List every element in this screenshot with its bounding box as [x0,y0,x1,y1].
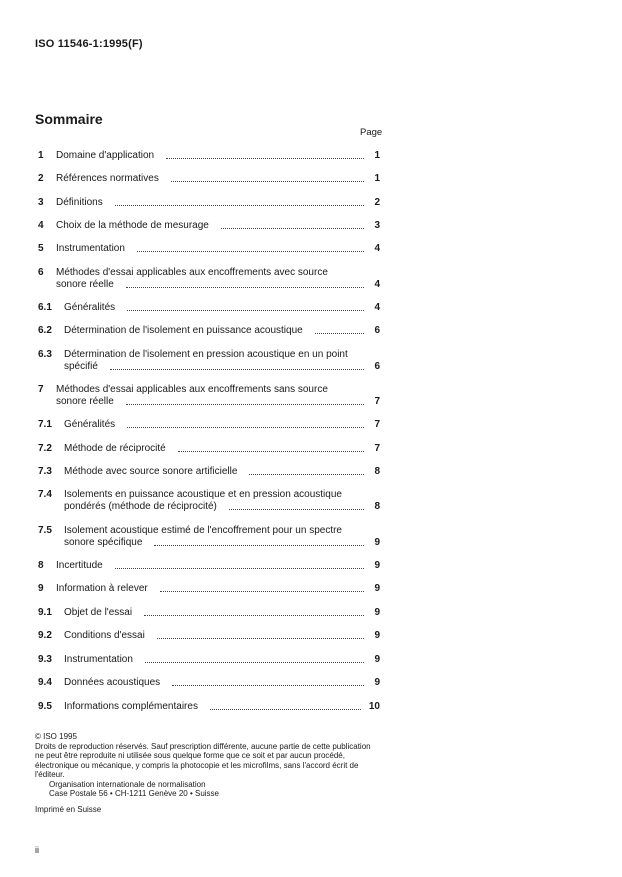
toc-entry-number: 3 [38,197,44,208]
dot-leader [171,180,364,182]
toc-entry-page: 4 [374,279,380,290]
toc-entry-title: Incertitude [56,560,103,571]
toc-entry-title: Information à relever [56,583,148,594]
toc-entry-number: 9.1 [38,607,52,618]
toc-entry-page: 4 [374,243,380,254]
toc-entry-page: 2 [374,197,380,208]
toc-entry-page: 9 [374,654,380,665]
page-column-label: Page [360,127,383,138]
toc-entry-title-line: Méthodes d'essai applicables aux encoffrements sans source [56,384,328,395]
dot-leader [127,426,364,428]
toc-entry-number: 8 [38,560,44,571]
toc-entry-title: sonore réelle [56,279,114,290]
copyright-block [35,732,380,799]
toc-entry-page: 1 [374,173,380,184]
toc-entry-title: Méthode avec source sonore artificielle [64,466,238,477]
copyright-line: © ISO 1995 [35,732,77,741]
dot-leader [115,204,364,206]
toc-entry-title: Généralités [64,419,116,430]
toc-entry-number: 6.2 [38,325,52,336]
toc-entry-title-line: Isolement acoustique estimé de l'encoffrement pour un spectre [64,525,342,536]
dot-leader [160,590,364,592]
dot-leader [157,637,364,639]
toc-entry-number: 2 [38,173,44,184]
toc-entry-number: 7.4 [38,489,52,500]
dot-leader [166,157,364,159]
toc-entry-page: 9 [374,607,380,618]
dot-leader [126,286,364,288]
toc-entry-number: 6 [38,267,44,278]
standard-number: ISO 11546-1:1995(F) [35,38,143,50]
toc-entry-title: Données acoustiques [64,677,161,688]
organization-name: Organisation internationale de normalisation [49,779,206,789]
toc-entry-title: Définitions [56,197,103,208]
toc-entry-title: pondérés (méthode de réciprocité) [64,501,217,512]
toc-entry-page: 6 [374,361,380,372]
dot-leader [144,614,364,616]
toc-entry-page: 9 [374,537,380,548]
toc-entry-page: 7 [374,396,380,407]
toc-entry-number: 7.1 [38,419,52,430]
toc-entry-page: 9 [374,560,380,571]
toc-entry-number: 5 [38,243,44,254]
toc-entry-page: 3 [374,220,380,231]
toc-entry-title: sonore spécifique [64,537,143,548]
toc-entry-page: 7 [374,443,380,454]
dot-leader [178,450,364,452]
dot-leader [126,403,364,405]
rights-notice: Droits de reproduction réservés. Sauf prescription différente, aucune partie de cette publication ne peut être reproduite ni utilisée sous quelque forme que ce soit et par aucun procédé, électronique ou mécanique, y compris la photocopie et les microfilms, sans l'accord écrit de l'éditeur. [35,741,371,779]
dot-leader [315,332,364,334]
toc-entry-page: 8 [374,501,380,512]
toc-entry-title: Instrumentation [56,243,125,254]
toc-entry-number: 6.3 [38,349,52,360]
toc-entry-number: 7.3 [38,466,52,477]
toc-entry-title: Conditions d'essai [64,630,145,641]
toc-entry-page: 9 [374,630,380,641]
toc-entry-number: 1 [38,150,44,161]
toc-entry-title: Détermination de l'isolement en puissance acoustique [64,325,303,336]
toc-entry-number: 7.5 [38,525,52,536]
toc-entry-page: 9 [374,677,380,688]
dot-leader [249,473,364,475]
dot-leader [115,567,364,569]
toc-entry-title-line: Détermination de l'isolement en pression acoustique en un point [64,349,348,360]
toc-entry-title: sonore réelle [56,396,114,407]
toc-entry-number: 4 [38,220,44,231]
toc-entry-number: 9.4 [38,677,52,688]
toc-entry-page: 9 [374,583,380,594]
toc-entry-title: Généralités [64,302,116,313]
toc-entry-page: 1 [374,150,380,161]
toc-entry-title: Références normatives [56,173,159,184]
toc-entry-title: Domaine d'application [56,150,155,161]
toc-entry-number: 9.3 [38,654,52,665]
dot-leader [145,661,364,663]
dot-leader [210,708,361,710]
toc-entry-number: 9.2 [38,630,52,641]
printed-in: Imprimé en Suisse [35,805,102,814]
toc-entry-number: 9 [38,583,44,594]
dot-leader [229,508,364,510]
dot-leader [221,227,364,229]
toc-entry-number: 9.5 [38,701,52,712]
organization-address: Case Postale 56 • CH-1211 Genève 20 • Suisse [49,789,219,798]
toc-entry-title: Objet de l'essai [64,607,133,618]
dot-leader [137,250,364,252]
page-number: ii [35,845,39,855]
dot-leader [127,309,364,311]
toc-entry-page: 4 [374,302,380,313]
toc-entry-page: 10 [368,701,380,712]
toc-entry-title: spécifié [64,361,98,372]
toc-entry-title: Informations complémentaires [64,701,198,712]
toc-entry-title-line: Isolements en puissance acoustique et en pression acoustique [64,489,342,500]
toc-entry-title-line: Méthodes d'essai applicables aux encoffrements avec source [56,267,328,278]
toc-entry-page: 8 [374,466,380,477]
toc-entry-number: 6.1 [38,302,52,313]
toc-entry-page: 7 [374,419,380,430]
toc-entry-title: Instrumentation [64,654,133,665]
toc-entry-number: 7.2 [38,443,52,454]
toc-entry-title: Choix de la méthode de mesurage [56,220,209,231]
dot-leader [172,684,364,686]
page-title: Sommaire [35,111,103,127]
dot-leader [154,544,364,546]
dot-leader [110,368,364,370]
toc-entry-number: 7 [38,384,44,395]
toc-entry-page: 6 [374,325,380,336]
toc-entry-title: Méthode de réciprocité [64,443,166,454]
